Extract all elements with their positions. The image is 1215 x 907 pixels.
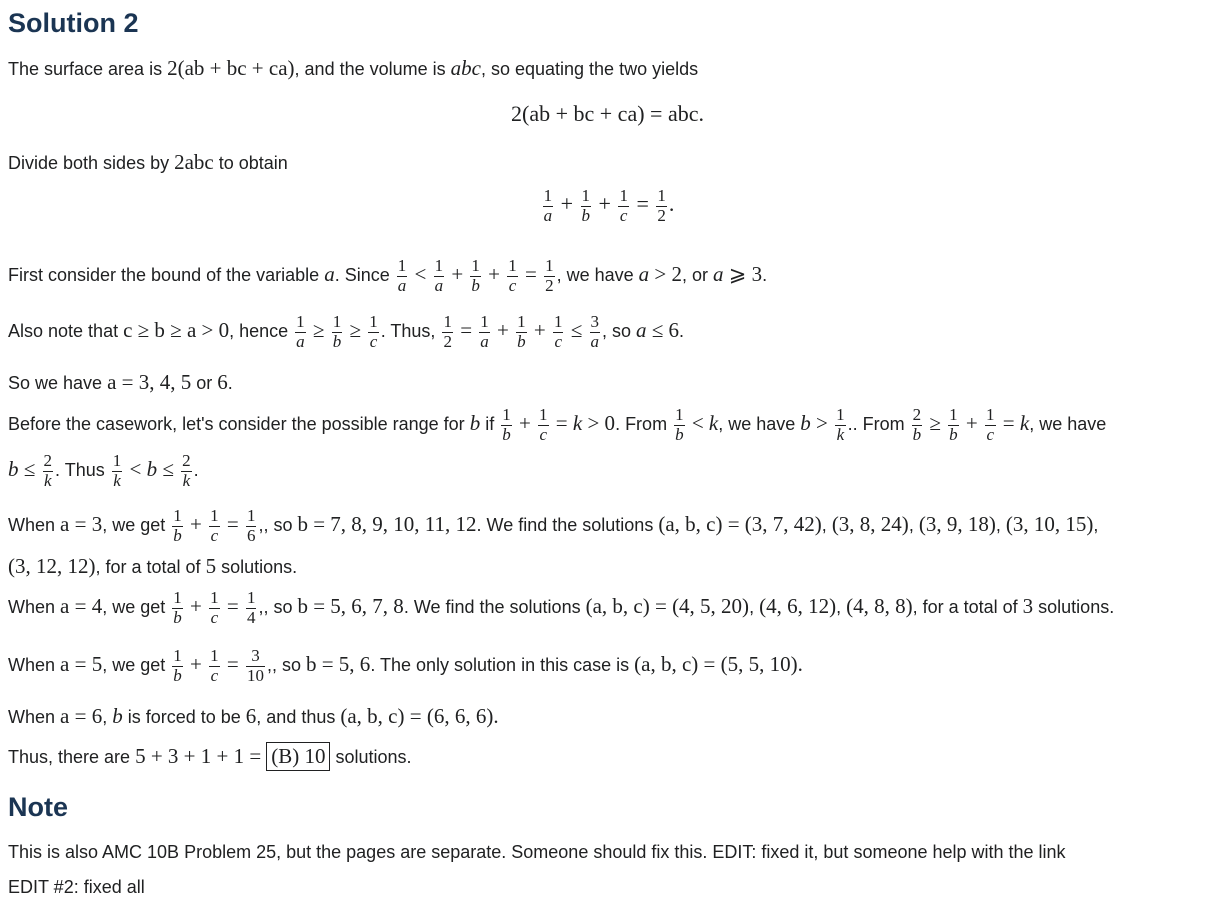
paragraph-range-b: Before the casework, let's consider the possible range for b if $\frac{1}{b}$ + $\frac{1}{c}$ = k > 0. From $\frac{1}{b}$ < k, we have b > $\frac{1}{k}$ .. From $\frac{2}{b}$ ≥ $\frac{1}{b}$ + $\frac{1}{c}$ = k, we have [8, 405, 1107, 444]
display-equation-volume: 2(ab + bc + ca) = abc. [511, 101, 704, 126]
case-a-equals-5: When a = 5, we get $\frac{1}{b}$ + $\frac{1}{c}$ = $\frac{3}{10}$ ,, so b = 5, 6. The only solution in this case is (a, b, c) = (5, 5, 10). [8, 646, 803, 685]
paragraph-bound-a: First consider the bound of the variable a. Since $\frac{1}{a}$ < $\frac{1}{a}$ + $\frac{1}{b}$ + $\frac{1}{c}$ = $\frac{1}{2}$ , we have a > 2, or a ⩾ 3. [8, 256, 768, 295]
final-answer-line: Thus, there are 5 + 3 + 1 + 1 = (B) 10 solutions. [8, 742, 412, 771]
paragraph-divide: Divide both sides by 2abc to obtain [8, 150, 288, 174]
display-equation-reciprocals: $\frac{1}{a}$ + $\frac{1}{b}$ + $\frac{1}{c}$ = $\frac{1}{2}$ . [543, 186, 675, 225]
note-line-2: EDIT #2: fixed all [8, 877, 145, 897]
paragraph-ordering: Also note that c ≥ b ≥ a > 0, hence $\frac{1}{a}$ ≥ $\frac{1}{b}$ ≥ $\frac{1}{c}$ . Thus, $\frac{1}{2}$ = $\frac{1}{a}$ + $\frac{1}{b}$ + $\frac{1}{c}$ ≤ $\frac{3}{a}$ , so a ≤ 6. [8, 312, 685, 351]
boxed-answer: (B) 10 [266, 742, 330, 771]
note-line-1: This is also AMC 10B Problem 25, but the pages are separate. Someone should fix this. EDIT: fixed it, but someone help with the link [8, 842, 1066, 862]
case-a-equals-3: When a = 3, we get $\frac{1}{b}$ + $\frac{1}{c}$ = $\frac{1}{6}$ ,, so b = 7, 8, 9, 10, 11, 12. We find the solutions (a, b, c) = (3, 7, 42), (3, 8, 24), (3, 9, 18), (3, 10, 15), [8, 506, 1099, 545]
case-a-equals-6: When a = 6, b is forced to be 6, and thus (a, b, c) = (6, 6, 6). [8, 704, 499, 728]
case-a-equals-3-cont: (3, 12, 12), for a total of 5 solutions. [8, 554, 298, 578]
paragraph-range-b-result: b ≤ $\frac{2}{k}$ . Thus $\frac{1}{k}$ < b ≤ $\frac{2}{k}$ . [8, 451, 199, 490]
solution-heading: Solution 2 [8, 8, 139, 38]
case-a-equals-4: When a = 4, we get $\frac{1}{b}$ + $\frac{1}{c}$ = $\frac{1}{4}$ ,, so b = 5, 6, 7, 8. We find the solutions (a, b, c) = (4, 5, 20), (4, 6, 12), (4, 8, 8), for a total of 3 solutions. [8, 588, 1115, 627]
note-heading: Note [8, 792, 68, 822]
paragraph-values-a: So we have a = 3, 4, 5 or 6. [8, 370, 233, 394]
paragraph-surface-area: The surface area is 2(ab + bc + ca), and the volume is abc, so equating the two yields [8, 56, 699, 80]
